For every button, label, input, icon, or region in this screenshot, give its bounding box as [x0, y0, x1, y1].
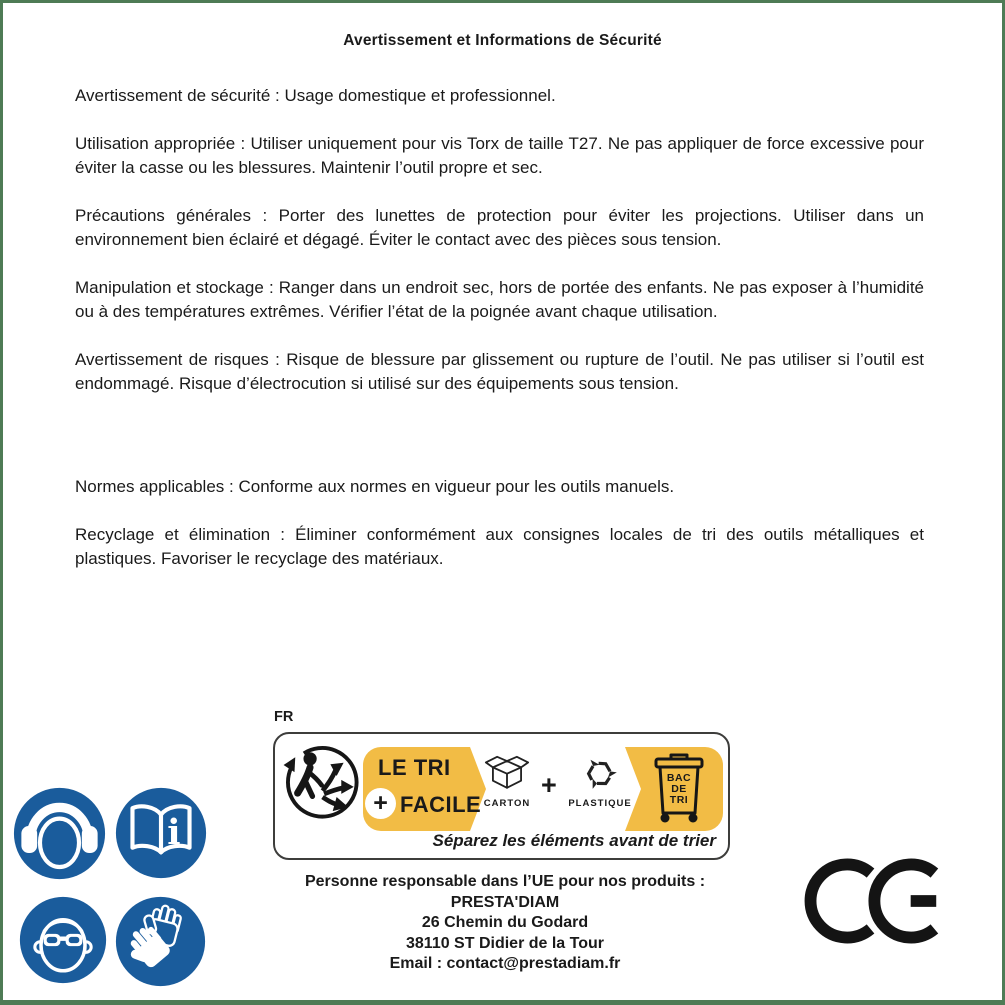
read-instruction-manual-icon [115, 787, 207, 879]
responsible-person-block [155, 872, 855, 975]
wear-protective-gloves-icon [115, 896, 206, 987]
wear-eye-protection-icon [19, 896, 107, 984]
bin-label-line2: DE [671, 783, 687, 795]
paragraph-recycling-disposal: Recyclage et élimination : Éliminer conformément aux consignes locales de tri des outils métalliques et plastiques. Favoriser le recyclage des matériaux. [75, 525, 924, 568]
paragraph-general-precautions: Précautions générales : Porter des lunettes de protection pour éviter les projections. Utiliser dans un environnement bien éclairé et dégagé. Éviter le contact avec des pièces sous tension. [75, 206, 924, 249]
page-title: Avertissement et Informations de Sécurité [343, 32, 662, 49]
country-code-label: FR [274, 709, 294, 725]
contact-line-company: PRESTA'DIAM [450, 893, 560, 911]
contact-line-city: 38110 ST Didier de la Tour [406, 934, 604, 952]
triman-icon [282, 744, 360, 822]
facile-label: FACILE [400, 792, 482, 817]
material-plastique [565, 754, 635, 809]
bin-label-line3: TRI [669, 794, 689, 806]
plastique-label: PLASTIQUE [568, 798, 632, 809]
material-carton [475, 754, 539, 809]
le-tri-label: LE TRI [378, 755, 451, 780]
carton-box-icon [484, 754, 530, 792]
wear-ear-protection-icon [13, 787, 106, 880]
carton-label: CARTON [483, 798, 531, 809]
recycling-band [363, 747, 723, 831]
bin-label-line1: BAC [666, 772, 692, 784]
paragraph-safety-warning: Avertissement de sécurité : Usage domestique et professionnel. [75, 86, 556, 105]
paragraph-appropriate-use: Utilisation appropriée : Utiliser uniquement pour vis Torx de taille T27. Ne pas appliquer de force excessive pour éviter la casse ou les blessures. Maintenir l’outil propre et sec. [75, 134, 924, 177]
paragraph-applicable-standards: Normes applicables : Conforme aux normes en vigueur pour les outils manuels. [75, 477, 675, 496]
contact-line-responsible: Personne responsable dans l’UE pour nos produits : [304, 873, 706, 890]
plastic-recycling-icon [580, 754, 620, 792]
ce-marking-icon [803, 848, 949, 954]
materials-plus-sign: + [541, 770, 557, 800]
paragraph-risk-warning: Avertissement de risques : Risque de blessure par glissement ou rupture de l’outil. Ne pas utiliser si l’outil est endommagé. Risque d’électrocution si utilisé sur des équipements sous tension. [75, 350, 924, 393]
svg-text:i: i [167, 812, 181, 854]
contact-line-street: 26 Chemin du Godard [421, 914, 589, 931]
safety-paragraphs [75, 84, 924, 595]
info-tri-recycling-banner [273, 732, 730, 860]
contact-line-email: Email : contact@prestadiam.fr [389, 955, 621, 972]
bin-label [651, 773, 707, 806]
sorting-tagline: Séparez les éléments avant de trier [432, 831, 716, 850]
plus-circle-icon: + [365, 788, 396, 819]
paragraph-handling-storage: Manipulation et stockage : Ranger dans un endroit sec, hors de portée des enfants. Ne pas exposer à l’humidité ou à des températures extrêmes. Vérifier l’état de la poignée avant chaque utilisation. [75, 278, 924, 321]
sorting-bin-icon [651, 751, 707, 827]
